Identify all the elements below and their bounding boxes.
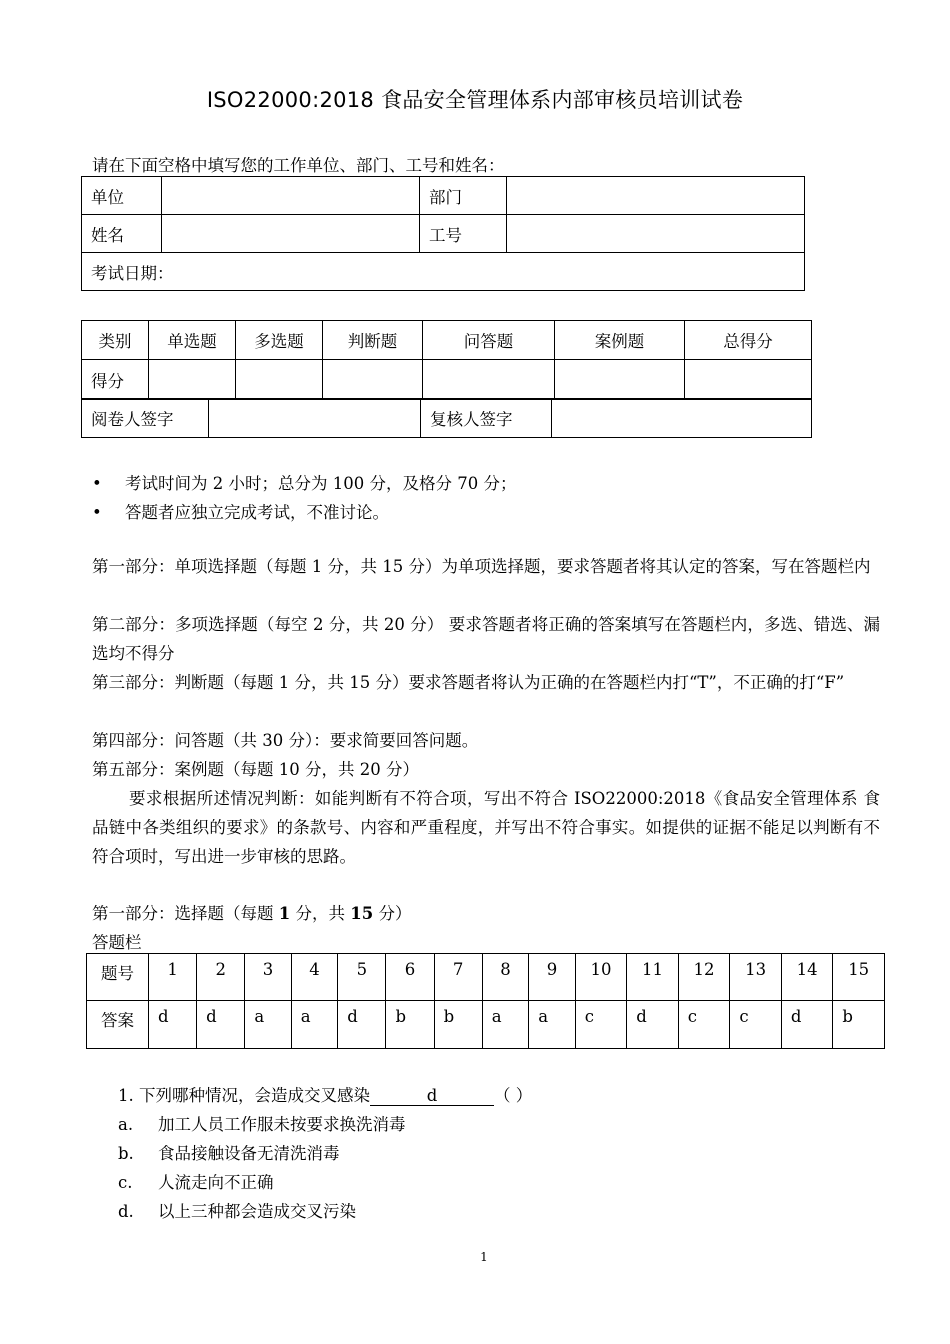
question-number-cell: 13 xyxy=(730,954,782,1001)
score-header: 类别 xyxy=(82,321,149,360)
answer-cell[interactable]: c xyxy=(575,1001,627,1049)
score-header: 单选题 xyxy=(149,321,236,360)
score-cell[interactable] xyxy=(236,360,323,400)
answer-column-label: 答题栏 xyxy=(92,933,142,952)
answer-cell[interactable]: a xyxy=(529,1001,575,1049)
exam-date-field[interactable]: 考试日期： xyxy=(82,253,805,291)
name-field[interactable] xyxy=(162,215,420,253)
question-number-cell: 3 xyxy=(245,954,291,1001)
answer-cell[interactable]: a xyxy=(245,1001,291,1049)
answer-cell[interactable]: a xyxy=(291,1001,337,1049)
answer-cell[interactable]: d xyxy=(781,1001,833,1049)
info-table xyxy=(81,176,805,291)
answer-cell[interactable]: d xyxy=(149,1001,197,1049)
question-number-cell: 11 xyxy=(627,954,679,1001)
name-label: 姓名 xyxy=(82,215,162,253)
part-description: 第四部分：问答题（共 30 分）：要求简要回答问题。 xyxy=(92,731,479,750)
signature-table xyxy=(81,398,812,438)
section1-heading: 第一部分：选择题（每题 1 分，共 15 分） xyxy=(92,904,412,923)
score-cell[interactable] xyxy=(685,360,812,400)
score-header: 案例题 xyxy=(555,321,685,360)
answer-table xyxy=(86,953,885,1049)
question-number-cell: 9 xyxy=(529,954,575,1001)
fill-instruction: 请在下面空格中填写您的工作单位、部门、工号和姓名： xyxy=(92,156,505,175)
option-c[interactable]: c. 人流走向不正确 xyxy=(118,1173,274,1192)
bullet-text: 考试时间为 2 小时；总分为 100 分，及格分 70 分； xyxy=(125,474,517,493)
reviewer-sign-field[interactable] xyxy=(552,399,812,438)
question-number-label: 题号 xyxy=(87,954,149,1001)
question-1-paren: （ ） xyxy=(494,1086,533,1105)
part-description: 第一部分：单项选择题（每题 1 分，共 15 分）为单项选择题，要求答题者将其认定的答案，写在答题栏内 xyxy=(92,557,871,576)
answer-cell[interactable]: b xyxy=(833,1001,885,1049)
answer-cell[interactable]: c xyxy=(730,1001,782,1049)
bullet-item: • 考试时间为 2 小时；总分为 100 分，及格分 70 分； xyxy=(92,474,517,493)
score-cell[interactable] xyxy=(423,360,555,400)
unit-field[interactable] xyxy=(162,177,420,215)
answer-cell[interactable]: b xyxy=(434,1001,482,1049)
department-field[interactable] xyxy=(507,177,805,215)
score-header: 总得分 xyxy=(685,321,812,360)
answer-cell[interactable]: d xyxy=(627,1001,679,1049)
score-table xyxy=(81,320,812,400)
score-label: 得分 xyxy=(82,360,149,400)
question-number-cell: 10 xyxy=(575,954,627,1001)
answer-cell[interactable]: c xyxy=(678,1001,730,1049)
part-description: 第二部分：多项选择题（每空 2 分，共 20 分） 要求答题者将正确的答案填写在答题栏内，多选、错选、漏选均不得分 xyxy=(92,615,880,663)
unit-label: 单位 xyxy=(82,177,162,215)
question-number-cell: 14 xyxy=(781,954,833,1001)
answer-cell[interactable]: b xyxy=(386,1001,434,1049)
page-title: ISO22000:2018 食品安全管理体系内部审核员培训试卷 xyxy=(206,88,744,112)
question-number-cell: 12 xyxy=(678,954,730,1001)
option-a[interactable]: a. 加工人员工作服未按要求换洗消毒 xyxy=(118,1115,406,1134)
question-number-cell: 5 xyxy=(338,954,386,1001)
employee-no-field[interactable] xyxy=(507,215,805,253)
department-label: 部门 xyxy=(420,177,507,215)
bullet-text: 答题者应独立完成考试，不准讨论。 xyxy=(125,503,389,522)
score-cell[interactable] xyxy=(323,360,423,400)
question-1 xyxy=(118,1082,532,1106)
reviewer-sign-label: 复核人签字 xyxy=(421,399,552,438)
score-header: 问答题 xyxy=(423,321,555,360)
question-number-cell: 6 xyxy=(386,954,434,1001)
question-number-cell: 7 xyxy=(434,954,482,1001)
question-number-cell: 2 xyxy=(197,954,245,1001)
score-cell[interactable] xyxy=(149,360,236,400)
score-cell[interactable] xyxy=(555,360,685,400)
marker-sign-field[interactable] xyxy=(209,399,421,438)
option-b[interactable]: b. 食品接触设备无清洗消毒 xyxy=(118,1144,340,1163)
question-number-cell: 15 xyxy=(833,954,885,1001)
option-d[interactable]: d. 以上三种都会造成交叉污染 xyxy=(118,1202,356,1221)
answer-label: 答案 xyxy=(87,1001,149,1049)
answer-cell[interactable]: d xyxy=(197,1001,245,1049)
question-number-cell: 8 xyxy=(482,954,528,1001)
answer-cell[interactable]: d xyxy=(338,1001,386,1049)
case-requirement: 要求根据所述情况判断：如能判断有不符合项，写出不符合 ISO22000:2018《食品安全管理体系 食品链中各类组织的要求》的条款号、内容和严重程度，并写出不符合事实。如提供的证据不能足以判断有不符合项时，写出进一步审核的思路。 xyxy=(92,789,880,866)
question-1-blank[interactable]: d xyxy=(370,1087,494,1106)
question-number-cell: 1 xyxy=(149,954,197,1001)
part-description: 第三部分：判断题（每题 1 分，共 15 分）要求答题者将认为正确的在答题栏内打“T”，不正确的打“F” xyxy=(92,673,845,692)
answer-cell[interactable]: a xyxy=(482,1001,528,1049)
question-number-cell: 4 xyxy=(291,954,337,1001)
employee-no-label: 工号 xyxy=(420,215,507,253)
score-header: 多选题 xyxy=(236,321,323,360)
score-header: 判断题 xyxy=(323,321,423,360)
marker-sign-label: 阅卷人签字 xyxy=(82,399,209,438)
question-1-text: 1. 下列哪种情况，会造成交叉感染 xyxy=(118,1086,370,1105)
bullet-item: • 答题者应独立完成考试，不准讨论。 xyxy=(92,503,389,522)
page-number: 1 xyxy=(480,1250,488,1264)
part-description: 第五部分：案例题（每题 10 分，共 20 分） xyxy=(92,760,419,779)
